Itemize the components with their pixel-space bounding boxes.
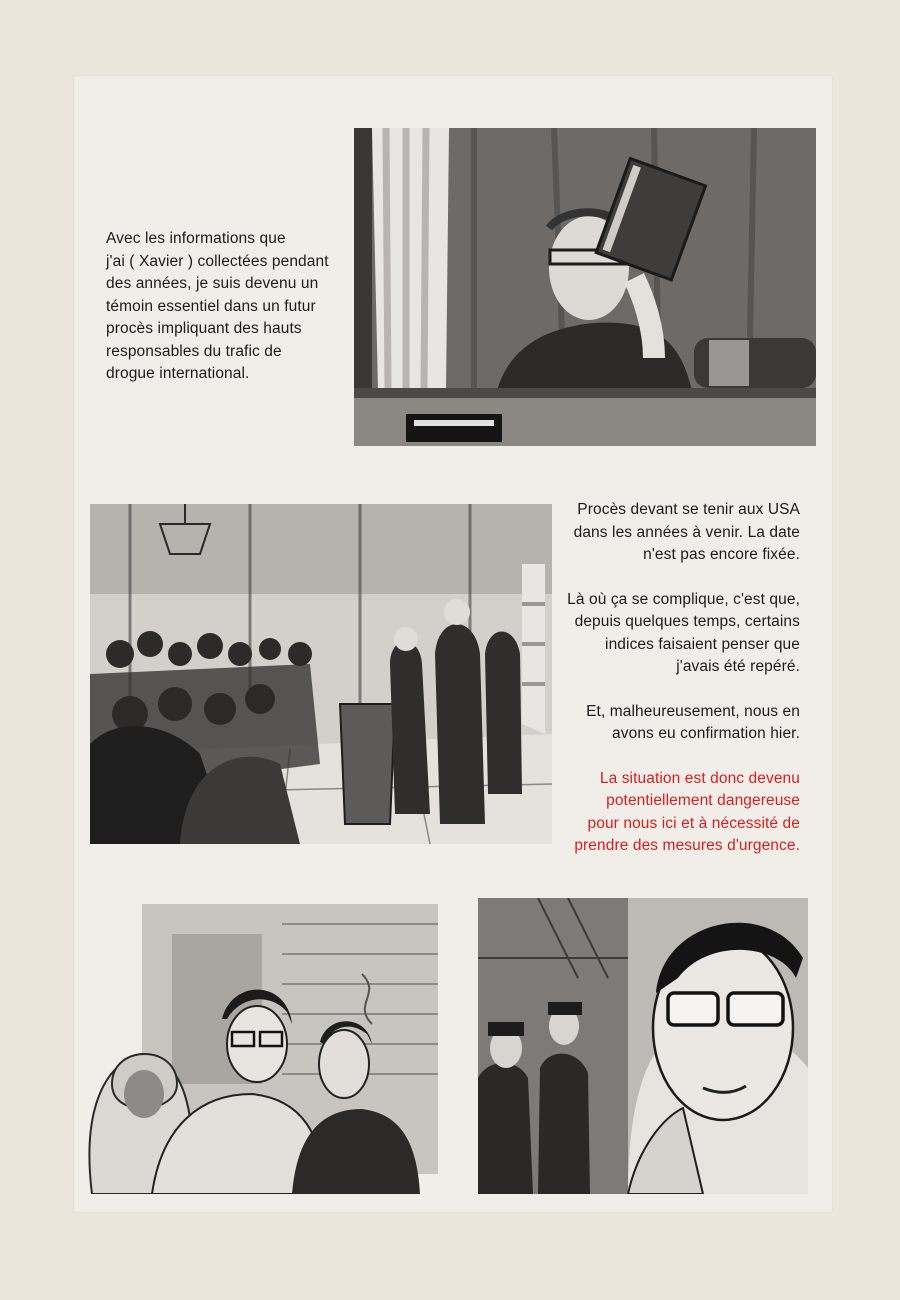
- panel-press-conference: [90, 504, 552, 844]
- caption-trial: [544, 499, 800, 567]
- caption-line: prendre des mesures d'urgence.: [574, 837, 800, 854]
- caption-line: depuis quelques temps, certains: [574, 613, 800, 630]
- caption-line: des années, je suis devenu un: [106, 275, 319, 292]
- caption-line: La situation est donc devenu: [599, 769, 800, 787]
- caption-line: n'est pas encore fixée.: [643, 546, 800, 563]
- caption-line: Et, malheureusement, nous en: [586, 702, 800, 720]
- caption-line: témoin essentiel dans un futur: [106, 297, 316, 315]
- caption-line: Là où ça se complique, c'est que,: [567, 590, 800, 608]
- caption-warning: [544, 768, 800, 858]
- alley-group-illustration: [82, 894, 438, 1194]
- closeup-illustration: [478, 898, 808, 1194]
- caption-complication: [544, 589, 800, 679]
- caption-line: potentiellement dangereuse: [606, 792, 800, 809]
- comic-page: [74, 76, 832, 1212]
- press-conference-illustration: [90, 504, 552, 844]
- caption-line: dans les années à venir. La date: [573, 523, 800, 541]
- caption-line: indices faisaient penser que: [605, 635, 800, 653]
- panel-courtroom: [354, 128, 816, 446]
- caption-line: avons eu confirmation hier.: [612, 725, 800, 742]
- caption-line: responsables du trafic de: [106, 342, 282, 360]
- caption-line: Procès devant se tenir aux USA: [577, 501, 800, 518]
- caption-line: procès impliquant des hauts: [106, 320, 302, 337]
- caption-line: pour nous ici et à nécessité de: [587, 814, 800, 832]
- courtroom-illustration: [354, 128, 816, 446]
- caption-line: j'ai ( Xavier ) collectées pendant: [106, 252, 329, 270]
- panel-closeup: [478, 898, 808, 1194]
- caption-line: drogue international.: [106, 365, 250, 382]
- caption-line: Avec les informations que: [106, 230, 286, 247]
- caption-confirmation: [544, 701, 800, 746]
- panel-alley-group: [82, 894, 438, 1194]
- caption-intro: [106, 228, 336, 386]
- caption-block-right: [544, 499, 800, 858]
- caption-line: j'avais été repéré.: [676, 658, 800, 675]
